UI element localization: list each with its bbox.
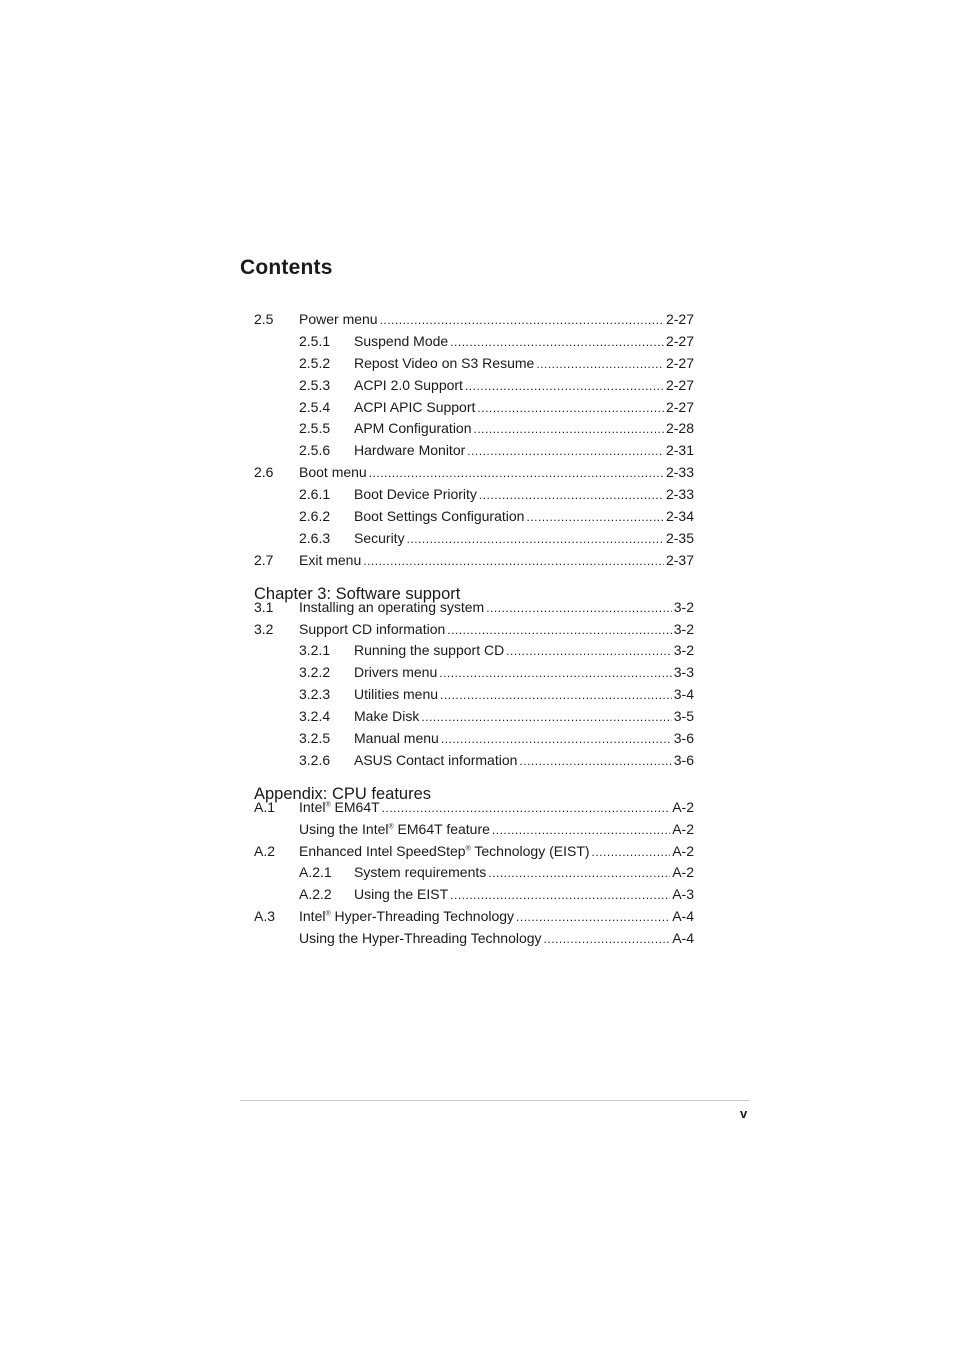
page-ref: A-4 <box>672 930 694 947</box>
page-ref: 3-4 <box>673 686 694 703</box>
page-ref: A-2 <box>672 842 694 859</box>
dot-leader <box>488 863 670 885</box>
page-ref: A-3 <box>672 886 694 903</box>
dot-leader <box>441 729 672 751</box>
dot-leader <box>474 419 664 441</box>
section-title: Exit menu <box>299 551 362 568</box>
page-title: Contents <box>240 256 333 279</box>
section-number: 2.5 <box>254 311 274 327</box>
page-ref: 3-2 <box>673 598 694 615</box>
page-ref: 2-27 <box>665 332 694 349</box>
section-number: A.2.1 <box>299 864 332 881</box>
toc-entry-2-5-2[interactable] <box>254 353 694 375</box>
page-ref: A-2 <box>672 864 694 881</box>
section-number: 3.2 <box>254 620 274 637</box>
section-number: 3.2.5 <box>299 730 331 747</box>
page-ref: 3-3 <box>673 664 694 681</box>
footer-divider <box>240 1100 750 1101</box>
dot-leader <box>519 751 671 773</box>
section-title: Using the Intel® EM64T feature <box>299 820 490 837</box>
toc-entry-a-2[interactable] <box>254 841 694 863</box>
section-title: Manual menu <box>354 730 439 747</box>
toc-entry-a-2-1[interactable] <box>254 862 694 884</box>
dot-leader <box>479 485 664 507</box>
section-number: A.2 <box>254 842 276 859</box>
section-title: System requirements <box>354 864 487 881</box>
section-number: 2.6.2 <box>299 508 331 525</box>
toc-entry-a-1-sub[interactable] <box>254 819 694 841</box>
toc-entry-a-3[interactable] <box>254 906 694 928</box>
section-title: Using the Hyper-Threading Technology <box>299 930 542 947</box>
toc-entry-3-2-4[interactable] <box>254 706 694 728</box>
section-number: 3.2.3 <box>299 686 331 703</box>
toc-entry-2-5-5[interactable] <box>254 418 694 440</box>
dot-leader <box>536 354 664 376</box>
section-number: 2.5.3 <box>299 376 331 393</box>
toc-entry-3-2[interactable] <box>254 619 694 641</box>
dot-leader <box>407 529 664 551</box>
page-ref: 3-2 <box>673 620 694 637</box>
page-ref: 3-6 <box>673 751 694 768</box>
toc-entry-2-7[interactable] <box>254 550 694 572</box>
section-title: Using the EIST <box>354 886 449 903</box>
section-title: ACPI 2.0 Support <box>354 376 463 393</box>
dot-leader <box>465 376 664 398</box>
chapter-title: Chapter 3: Software support <box>254 584 461 603</box>
section-number: A.1 <box>254 798 276 815</box>
toc-entry-2-5-3[interactable] <box>254 375 694 397</box>
section-number: 2.6.3 <box>299 529 331 546</box>
dot-leader <box>439 663 672 685</box>
section-number: 2.5.5 <box>299 420 331 437</box>
dot-leader <box>544 929 671 951</box>
dot-leader <box>363 551 664 573</box>
page-ref: A-4 <box>672 908 694 925</box>
toc-entry-2-6-2[interactable] <box>254 506 694 528</box>
section-title: Drivers menu <box>354 664 438 681</box>
section-title: Intel® Hyper-Threading Technology <box>299 908 515 925</box>
toc-entry-a-1[interactable] <box>254 797 694 819</box>
dot-leader <box>592 842 671 864</box>
dot-leader <box>477 398 664 420</box>
page-ref: 2-27 <box>665 398 694 415</box>
toc-entry-2-5-6[interactable] <box>254 440 694 462</box>
page-ref: 2-27 <box>665 376 694 393</box>
page-ref: 2-27 <box>665 311 694 327</box>
toc-entry-3-2-3[interactable] <box>254 684 694 706</box>
dot-leader <box>516 907 670 929</box>
section-title: Boot menu <box>299 464 367 481</box>
page-ref: 2-33 <box>665 464 694 481</box>
page-ref: 3-6 <box>673 730 694 747</box>
toc-entry-3-2-2[interactable] <box>254 662 694 684</box>
section-number: 3.2.2 <box>299 664 331 681</box>
toc-entry-2-6-3[interactable] <box>254 528 694 550</box>
section-title: Power menu <box>299 311 378 327</box>
section-number: 3.1 <box>254 598 274 615</box>
section-number: A.2.2 <box>299 886 332 903</box>
toc-entry-2-5-4[interactable] <box>254 397 694 419</box>
section-title: Hardware Monitor <box>354 442 466 459</box>
dot-leader <box>447 620 671 642</box>
dot-leader <box>450 332 664 354</box>
section-title: Support CD information <box>299 620 446 637</box>
dot-leader <box>382 798 671 820</box>
toc-entry-2-5[interactable] <box>254 309 694 331</box>
toc-entry-2-6-1[interactable] <box>254 484 694 506</box>
section-number: 3.2.6 <box>299 751 331 768</box>
page-ref: 2-31 <box>665 442 694 459</box>
page-ref: A-2 <box>672 798 694 815</box>
page-number: v <box>740 1106 748 1121</box>
section-number: 2.5.6 <box>299 442 331 459</box>
page-ref: 2-28 <box>665 420 694 437</box>
table-of-contents <box>254 309 694 950</box>
section-title: APM Configuration <box>354 420 472 437</box>
page-ref: 2-35 <box>665 529 694 546</box>
dot-leader <box>467 441 664 463</box>
page-ref: A-2 <box>672 820 694 837</box>
section-number: 2.6 <box>254 464 274 481</box>
section-number: 3.2.1 <box>299 642 331 659</box>
page-ref: 2-33 <box>665 486 694 503</box>
section-title: Suspend Mode <box>354 332 449 349</box>
dot-leader <box>450 885 670 907</box>
section-number: 2.5.1 <box>299 332 331 349</box>
dot-leader <box>369 463 664 485</box>
section-title: Repost Video on S3 Resume <box>354 354 535 371</box>
toc-entry-2-5-1[interactable] <box>254 331 694 353</box>
section-title: ACPI APIC Support <box>354 398 476 415</box>
dot-leader <box>492 820 670 842</box>
page-ref: 2-37 <box>665 551 694 568</box>
toc-entry-3-2-1[interactable] <box>254 640 694 662</box>
dot-leader <box>486 598 672 620</box>
section-title: Installing an operating system <box>299 598 485 615</box>
section-title: Utilities menu <box>354 686 439 703</box>
toc-entry-a-3-sub[interactable] <box>254 928 694 950</box>
dot-leader <box>421 707 671 729</box>
section-number: 2.6.1 <box>299 486 331 503</box>
section-title: Running the support CD <box>354 642 505 659</box>
toc-entry-2-6[interactable] <box>254 462 694 484</box>
toc-entry-3-2-5[interactable] <box>254 728 694 750</box>
dot-leader <box>526 507 664 529</box>
section-title: Intel® EM64T <box>299 798 380 815</box>
section-number: 2.7 <box>254 551 274 568</box>
toc-entry-a-2-2[interactable] <box>254 884 694 906</box>
section-title: Boot Settings Configuration <box>354 508 525 525</box>
section-title: Security <box>354 529 405 546</box>
section-number: 3.2.4 <box>299 708 331 725</box>
page-ref: 2-34 <box>665 508 694 525</box>
section-title: Make Disk <box>354 708 420 725</box>
page-ref: 3-5 <box>673 708 694 725</box>
section-number: 2.5.2 <box>299 354 331 371</box>
toc-entry-3-2-6[interactable] <box>254 750 694 772</box>
page-ref: 3-2 <box>673 642 694 659</box>
section-number: 2.5.4 <box>299 398 331 415</box>
section-number: A.3 <box>254 908 276 925</box>
section-title: Enhanced Intel SpeedStep® Technology (EIST) <box>299 842 590 859</box>
dot-leader <box>440 685 672 707</box>
toc-entry-3-1[interactable] <box>254 597 694 619</box>
section-title: ASUS Contact information <box>354 751 518 768</box>
section-title: Boot Device Priority <box>354 486 477 503</box>
appendix-title: Appendix: CPU features <box>254 784 432 803</box>
dot-leader <box>506 641 672 663</box>
page-ref: 2-27 <box>665 354 694 371</box>
dot-leader <box>380 310 664 332</box>
